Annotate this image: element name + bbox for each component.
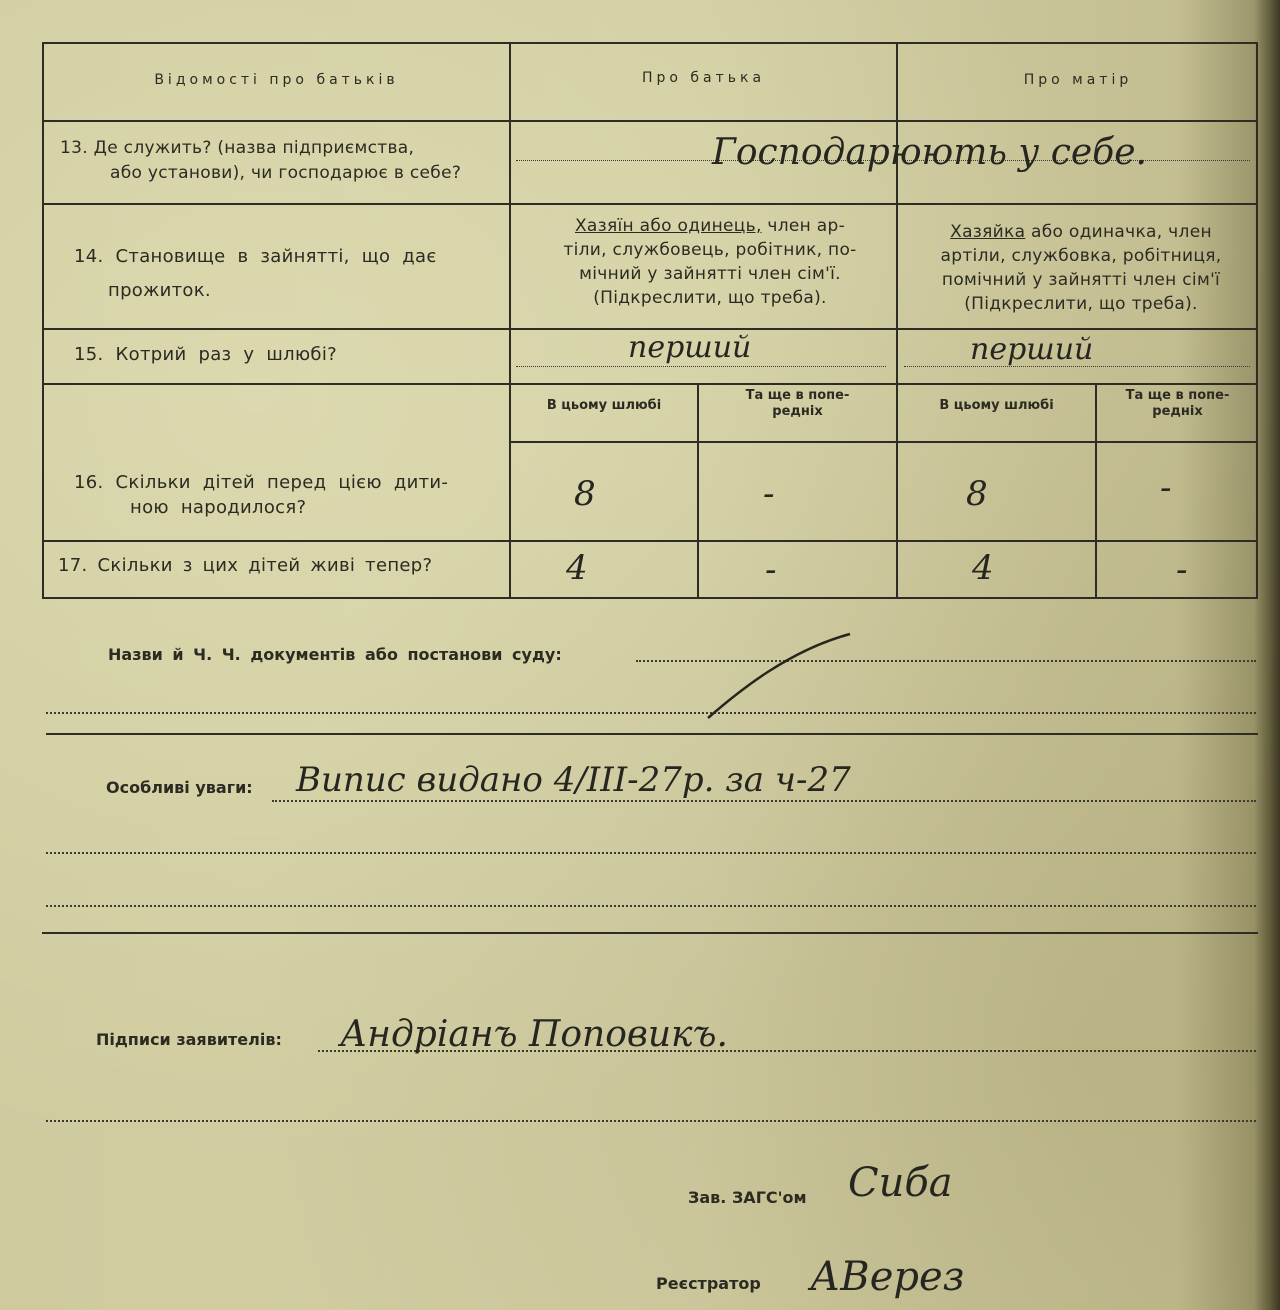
answer-17-mother-prev: - (1176, 550, 1188, 590)
answer-17-father-prev: - (765, 550, 777, 590)
father-occupation-line3: мічний у зайнятті член сім'ї. (579, 264, 841, 284)
answer-15-mother: перший (970, 332, 1094, 367)
documents-dotline-2 (46, 712, 1256, 714)
header-mother: Про матір (1023, 72, 1133, 88)
answer-16-father-this: 8 (574, 474, 596, 514)
notes-dotline-3 (46, 905, 1256, 907)
section-divider-2 (42, 932, 1258, 934)
answer-16-father-prev: - (763, 474, 775, 514)
header-parents-info: Відомості про батьків (154, 72, 399, 88)
answer-15-dotline-father (516, 366, 886, 367)
question-14 (74, 240, 494, 308)
question-14-line2: прожиток. (108, 280, 211, 301)
question-13 (60, 136, 505, 186)
subheader-father-previous (699, 388, 896, 420)
father-occupation-underlined: Хазяїн або одинець, (574, 216, 762, 236)
answer-15-father: перший (628, 330, 752, 365)
signatures-label: Підписи заявителів: (96, 1030, 282, 1049)
subheader-father-this-marriage: В цьому шлюбі (546, 398, 662, 413)
answer-17-mother-this: 4 (972, 548, 994, 588)
question-16-line1: 16. Скільки дітей перед цією дити- (74, 472, 449, 493)
column-divider-2 (896, 42, 898, 599)
applicants-signature: Андріанъ Поповикъ. (340, 1014, 728, 1055)
row-divider-13 (42, 203, 1258, 205)
row-divider-header (42, 120, 1258, 122)
subheader-father-previous-line1: Та ще в попе- (745, 388, 850, 403)
row-divider-16 (42, 540, 1258, 542)
father-occupation-options (530, 214, 890, 310)
mother-occupation-line4: (Підкреслити, що треба). (964, 294, 1198, 314)
registry-head-signature: Сиба (848, 1160, 953, 1206)
question-13-line2: або установи), чи господарює в себе? (110, 163, 462, 183)
registrar-signature: АВерез (810, 1254, 965, 1300)
subheader-father-previous-line2: редніх (772, 404, 823, 419)
answer-16-mother-this: 8 (966, 474, 988, 514)
father-occupation-line2: тіли, службовець, робітник, по- (563, 240, 857, 260)
question-13-line1: 13. Де служить? (назва підприємства, (60, 138, 415, 158)
answer-13-handwritten: Господарюють у себе. (712, 132, 1147, 173)
father-occupation-line1: член ар- (761, 216, 846, 236)
registrar-label: Реєстратор (656, 1274, 761, 1293)
question-16 (74, 470, 494, 520)
section-divider-1 (46, 733, 1258, 735)
documents-label: Назви й Ч. Ч. документів або постанови суду: (108, 645, 562, 664)
question-15: 15. Котрий раз у шлюбі? (74, 344, 337, 365)
column-divider-1 (509, 42, 511, 599)
notes-label: Особливі уваги: (106, 778, 253, 797)
question-17: 17. Скільки з цих дітей живі тепер? (58, 555, 433, 576)
father-occupation-line4: (Підкреслити, що треба). (593, 288, 827, 308)
answer-16-mother-prev: - (1160, 468, 1172, 508)
header-father: Про батька (641, 70, 766, 86)
row-divider-15 (42, 383, 1258, 385)
notes-handwritten: Випис видано 4/ІІІ-27р. за ч-27 (296, 760, 851, 800)
mother-occupation-options (906, 220, 1256, 316)
subheader-mother-previous (1097, 388, 1258, 420)
documents-strikethrough-mark (700, 630, 860, 725)
signatures-dotline-2 (46, 1120, 1256, 1122)
answer-17-father-this: 4 (566, 548, 588, 588)
question-14-line1: 14. Становище в зайнятті, що дає (74, 246, 437, 267)
mother-occupation-line2: артіли, службовка, робітниця, (940, 246, 1222, 266)
subheader-mother-this-marriage: В цьому шлюбі (939, 398, 1054, 413)
subheader-mother-previous-line1: Та ще в попе- (1125, 388, 1230, 403)
row-divider-subheader (509, 441, 1258, 443)
mother-occupation-underlined: Хазяйка (950, 222, 1026, 242)
question-16-line2: ною народилося? (130, 497, 307, 518)
mother-occupation-line1: або одиначка, член (1025, 222, 1212, 242)
notes-dotline-1 (272, 800, 1256, 802)
subheader-mother-previous-line2: редніх (1152, 404, 1203, 419)
mother-occupation-line3: помічний у зайнятті член сім'ї (941, 270, 1221, 290)
registry-head-label: Зав. ЗАГС'ом (688, 1188, 807, 1207)
notes-dotline-2 (46, 852, 1256, 854)
